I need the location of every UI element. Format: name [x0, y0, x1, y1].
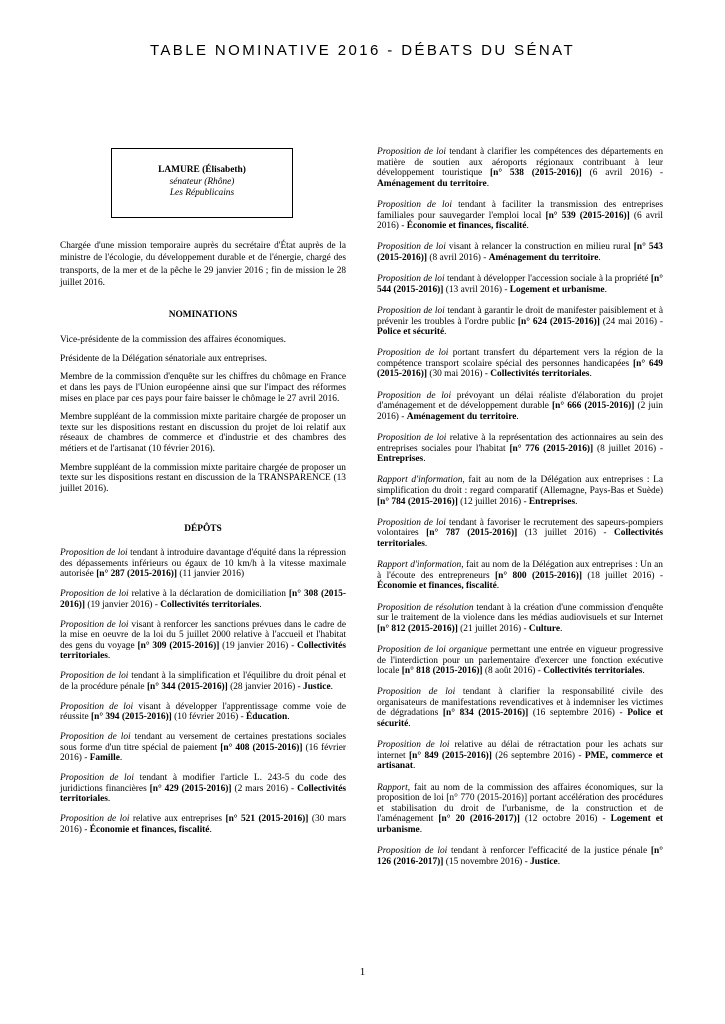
depot-type: Proposition de loi [377, 433, 447, 444]
entry-period: . [330, 681, 333, 692]
depot-description: tendant à clarifier les compétences des départements en matière de soutien aux aéroports régionaux contribuant à leur développement touristique [377, 147, 664, 179]
depot-entry [377, 687, 663, 729]
depot-number: [n° 834 (2015-2016)] [442, 708, 529, 719]
depot-entry [60, 814, 346, 835]
depot-description: tendant à faciliter la transmission des entreprises familiales pour sauvegarder l'emploi local [377, 199, 664, 221]
entry-period: . [423, 454, 426, 465]
depot-type: Proposition de loi [377, 687, 456, 698]
depot-theme: Aménagement du territoire [377, 178, 487, 189]
depot-description: , fait au nom de la Délégation aux entreprises : La simplification du droit : regard comparatif (Allemagne, Pays-Bas et Suède) [377, 475, 663, 496]
depot-date: (24 mai 2016) - [599, 316, 663, 327]
left-column [60, 148, 346, 845]
depot-date: (16 septembre 2016) - [528, 708, 628, 719]
depot-entry [377, 783, 663, 836]
depot-entry [377, 846, 663, 867]
depot-theme: Justice [303, 681, 331, 692]
depot-number: [n° 344 (2015-2016)] [146, 681, 228, 692]
depot-description: portant transfert du département vers la région de la compétence transport scolaire spécial des personnes handicapées [377, 348, 664, 369]
entry-period: . [589, 369, 592, 380]
depot-date: (19 janvier 2016) - [85, 599, 161, 610]
right-column [377, 147, 663, 878]
entry-period: . [408, 719, 411, 730]
depot-type: Rapport d'information [377, 475, 463, 486]
depot-entry [377, 147, 663, 189]
depot-theme: Collectivités territoriales [160, 599, 260, 610]
depot-type: Proposition de loi [60, 773, 134, 784]
depot-theme: Économie et finances, fiscalité [89, 824, 210, 835]
nomination-item: Membre suppléant de la commission mixte paritaire chargée de proposer un texte sur les dispositions restant en discussion de la TRANSPARENCE (13 juillet 2016). [60, 462, 346, 494]
depot-theme: Économie et finances, fiscalité [406, 221, 527, 232]
depot-theme: Police et sécurité [377, 327, 445, 338]
depot-number: [n° 544 (2015-2016)] [377, 274, 663, 295]
depots-list-right [377, 147, 663, 867]
depot-theme: Collectivités territoriales [543, 666, 643, 677]
depot-theme: Collectivités territoriales [490, 369, 590, 380]
depot-number: [n° 776 (2015-2016)] [509, 443, 594, 454]
entry-period: . [486, 178, 490, 189]
depot-theme: Famille [89, 753, 120, 764]
depot-type: Proposition de loi [377, 274, 445, 285]
depot-entry [60, 589, 346, 610]
depot-number: [n° 666 (2015-2016)] [552, 401, 635, 412]
senator-card [111, 148, 293, 218]
depot-entry [377, 433, 663, 465]
depot-theme: Éducation [246, 712, 288, 723]
entry-period: . [516, 411, 519, 422]
depot-type: Proposition de loi organique [377, 644, 488, 655]
depot-number: [n° 308 (2015-2016)] [60, 589, 346, 610]
depot-date: (11 janvier 2016) [177, 569, 245, 580]
depot-date: (28 janvier 2016) - [227, 681, 304, 692]
depot-description: visant à relancer la construction en milieu rural [445, 242, 634, 253]
entry-period: . [560, 623, 563, 634]
depot-number: [n° 309 (2015-2016)] [137, 640, 220, 651]
nominations-heading: NOMINATIONS [168, 309, 238, 320]
depot-date: (8 juillet 2016) - [593, 443, 663, 454]
depot-date: (30 mai 2016) - [427, 369, 491, 380]
depot-entry [377, 645, 663, 677]
depot-type: Proposition de loi [377, 740, 450, 751]
entry-period: . [107, 794, 111, 805]
depot-type: Proposition de résolution [377, 602, 474, 613]
entry-period: . [642, 666, 645, 677]
entry-period: . [496, 581, 500, 592]
depot-entry [377, 391, 663, 423]
depot-number: [n° 521 (2015-2016)] [225, 814, 309, 825]
depot-date: (15 novembre 2016) - [443, 856, 531, 867]
entry-period: . [598, 252, 601, 263]
depot-description: relative à la déclaration de domiciliation [128, 589, 289, 600]
nomination-item: Présidente de la Délégation sénatoriale aux entreprises. [60, 353, 267, 364]
entry-period: . [287, 712, 290, 723]
entry-period: . [557, 856, 561, 867]
depot-theme: Logement et urbanisme [509, 284, 605, 295]
nomination-item: Membre de la commission d'enquête sur les chiffres du chômage en France et dans les pays de l'Union européenne ainsi que sur l'impact des réformes mises en place par ces pays pour faire baisser le chômage le 27 avril 2016. [60, 372, 346, 404]
depot-date: (8 août 2016) - [482, 666, 544, 677]
depot-type: Rapport d'information [377, 560, 462, 571]
depot-description: tendant à la création d'une commission d'enquête sur le traitement de la violence dans les médias audiovisuels et sur Internet [377, 602, 663, 624]
depot-theme: Collectivités territoriales [377, 528, 663, 549]
depot-entry [377, 274, 663, 295]
depot-description: tendant à clarifier la responsabilité civile des organisateurs de manifestations revendicatives et à indemniser les victimes de dégradations [377, 687, 663, 719]
nomination-item: Membre suppléant de la commission mixte paritaire chargée de proposer un texte sur les dispositions restant en discussion du projet de loi relatif aux réseaux de chambres de commerce et d'industrie et des chambres des métiers et de l'artisanat (10 février 2016). [60, 412, 346, 454]
depot-theme: Entreprises [377, 454, 424, 465]
depot-date: (16 février 2016) - [60, 742, 346, 764]
depot-theme: PME, commerce et artisanat [377, 750, 663, 772]
depot-number: [n° 624 (2015-2016)] [517, 316, 600, 327]
depot-type: Proposition de loi [377, 242, 446, 253]
nomination-item: Vice-présidente de la commission des affaires économiques. [60, 335, 287, 346]
depot-entry [60, 702, 346, 723]
depot-entry [60, 773, 346, 805]
depot-description: tendant à développer l'accession sociale à la propriété [444, 274, 651, 285]
depot-number: [n° 394 (2015-2016)] [90, 712, 172, 723]
depot-type: Proposition de loi [60, 701, 134, 712]
entry-period: . [526, 221, 529, 232]
depot-entry [377, 348, 663, 380]
depot-theme: Entreprises [528, 496, 576, 507]
senator-name: LAMURE (Élisabeth) [158, 165, 246, 175]
depot-theme: Culture [528, 623, 560, 634]
depot-entry [60, 548, 346, 580]
entry-period: . [107, 651, 111, 662]
depot-entry [377, 306, 663, 338]
depot-number: [n° 287 (2015-2016)] [96, 569, 178, 580]
depot-theme: Police et sécurité [377, 708, 664, 730]
depot-entry [377, 740, 663, 772]
entry-period: . [119, 753, 123, 764]
depot-theme: Économie et finances, fiscalité [377, 581, 497, 592]
depot-date: (2 mars 2016) - [231, 783, 298, 794]
depot-type: Proposition de loi [60, 547, 128, 558]
depot-number: [n° 649 (2015-2016)] [377, 358, 663, 380]
depot-entry [377, 475, 663, 507]
depot-number: [n° 800 (2015-2016)] [495, 570, 582, 581]
depot-type: Proposition de loi [60, 671, 129, 682]
entry-period: . [419, 825, 423, 835]
depot-type: Rapport [377, 782, 408, 793]
depot-date: (21 juillet 2016) - [457, 623, 529, 634]
depot-number: [n° 787 (2015-2016)] [426, 528, 518, 539]
depot-date: (13 avril 2016) - [443, 284, 510, 295]
depot-description: tendant à modifier l'article L. 243-5 du code des juridictions financières [60, 773, 347, 794]
depot-date: (12 octobre 2016) - [519, 814, 611, 825]
depot-number: [n° 784 (2015-2016)] [377, 496, 458, 507]
depot-description: visant à renforcer les sanctions prévues dans le cadre de la mise en oeuvre de la loi du 5 juillet 2000 relative à l'accueil et l'habitat des gens du voyage [60, 619, 346, 651]
page-title: TABLE NOMINATIVE 2016 - DÉBATS DU SÉNAT [149, 42, 576, 59]
entry-period: . [444, 327, 447, 338]
depots-list-left [60, 548, 346, 836]
depot-description: prévoyant un délai réaliste d'élaboration du projet d'aménagement et de développement durable [377, 390, 664, 412]
depot-entry [377, 518, 663, 550]
entry-period: . [412, 761, 416, 772]
depot-date: (26 septembre 2016) - [491, 750, 585, 761]
depot-theme: Collectivités territoriales [60, 640, 346, 662]
depot-type: Proposition de loi [377, 517, 446, 528]
entry-period: . [424, 538, 428, 549]
depot-type: Proposition de loi [377, 348, 449, 359]
depot-description: relative au délai de rétractation pour les achats sur internet [377, 740, 663, 761]
depot-description: tendant à introduire davantage d'équité dans la répression des dépassements inférieurs ou égaux de 10 km/h à la vitesse maximale autorisée [60, 547, 346, 580]
senator-role: sénateur (Rhône) [169, 176, 235, 187]
depot-description: tendant à garantir le droit de manifester paisiblement et à prévenir les troubles à l'ordre public [377, 305, 664, 327]
depot-description: relative aux entreprises [129, 814, 226, 825]
depot-number: [n° 538 (2015-2016)] [490, 168, 582, 179]
depot-number: [n° 818 (2015-2016)] [401, 666, 483, 677]
depot-date: (6 avril 2016) - [377, 210, 663, 232]
entry-period: . [209, 824, 212, 835]
depot-description: relative à la représentation des actionnaires au sein des entreprises sociales pour l'habitat [377, 433, 663, 454]
depot-entry [60, 732, 346, 764]
depot-type: Proposition de loi [377, 846, 448, 857]
senator-group: Les Républicains [169, 188, 235, 198]
depot-number: [n° 408 (2015-2016)] [220, 742, 303, 753]
depot-type: Proposition de loi [60, 814, 130, 825]
entry-period: . [604, 284, 607, 295]
depot-description: visant à développer l'apprentissage comme voie de réussite [60, 701, 346, 723]
depot-number: [n° 126 (2016-2017)] [377, 846, 663, 867]
depot-type: Proposition de loi [377, 147, 447, 157]
depot-theme: Justice [530, 856, 558, 867]
mission-paragraph: Chargée d'une mission temporaire auprès du secrétaire d'État auprès de la ministre de l'écologie, du développement durable et de l'énergie, chargé des transports, de la mer et de la pêche le 29 janvier 2016 ; fin de mission le 28 juillet 2016. [60, 241, 346, 289]
depot-description: tendant à favoriser le recrutement des sapeurs-pompiers volontaires [377, 517, 663, 539]
depot-date: (30 mars 2016) - [60, 814, 346, 835]
depot-type: Proposition de loi [377, 305, 445, 316]
depot-description: permettant une entrée en vigueur progressive de l'interdiction pour un parlementaire d'exercer une fonction exécutive locale [377, 644, 663, 677]
depot-date: (8 avril 2016) - [427, 252, 489, 263]
depot-type: Proposition de loi [60, 732, 131, 743]
depot-number: [n° 20 (2016-2017)] [438, 814, 520, 825]
entry-period: . [259, 599, 262, 610]
depot-type: Proposition de loi [377, 199, 452, 210]
depot-entry [377, 242, 663, 263]
depot-entry [377, 560, 663, 592]
depot-entry [377, 603, 663, 635]
depot-number: [n° 849 (2015-2016)] [409, 750, 492, 761]
depot-description: , fait au nom de la commission des affaires économiques, sur la proposition de loi [n° 770 (2015-2016)] portant accélération des procédures et stabilisation du droit de l'urbanisme, de la construction et de l'aménagement [377, 782, 663, 825]
depots-heading: DÉPÔTS [184, 524, 222, 535]
depot-number: [n° 543 (2015-2016)] [377, 242, 663, 263]
depot-entry [60, 620, 346, 662]
depot-theme: Aménagement du territoire [406, 411, 517, 422]
depot-date: (10 février 2016) - [171, 712, 247, 723]
depot-number: [n° 539 (2015-2016)] [545, 210, 630, 221]
depot-date: (18 juillet 2016) - [582, 570, 663, 581]
depot-number: [n° 812 (2015-2016)] [377, 623, 458, 634]
depot-description: , fait au nom de la Délégation aux entreprises : Un an à l'écoute des entrepreneurs [377, 560, 663, 581]
depot-date: (2 juin 2016) - [377, 401, 663, 422]
depot-entry [377, 200, 663, 232]
depot-date: (12 juillet 2016) - [457, 496, 529, 507]
entry-period: . [575, 496, 578, 507]
depot-theme: Collectivités territoriales [60, 783, 347, 805]
depot-description: tendant à renforcer l'efficacité de la justice pénale [447, 846, 651, 857]
depot-date: (19 janvier 2016) - [219, 640, 298, 651]
depot-date: (13 juillet 2016) - [517, 528, 615, 539]
depot-description: tendant au versement de certaines prestations sociales sous forme d'un titre spécial de paiement [60, 732, 346, 753]
depot-date: (6 avril 2016) - [581, 168, 663, 179]
depot-theme: Logement et urbanisme [377, 814, 663, 835]
depot-number: [n° 429 (2015-2016)] [149, 783, 232, 794]
depot-type: Proposition de loi [60, 589, 129, 600]
depot-type: Proposition de loi [60, 619, 129, 630]
depot-type: Proposition de loi [377, 390, 452, 401]
depot-description: tendant à la simplification et l'équilibre du droit pénal et de la procédure pénale [60, 671, 346, 692]
depot-entry [60, 671, 346, 692]
nominations-list [60, 335, 346, 494]
page-number: 1 [359, 966, 366, 978]
depot-theme: Aménagement du territoire [488, 252, 599, 263]
